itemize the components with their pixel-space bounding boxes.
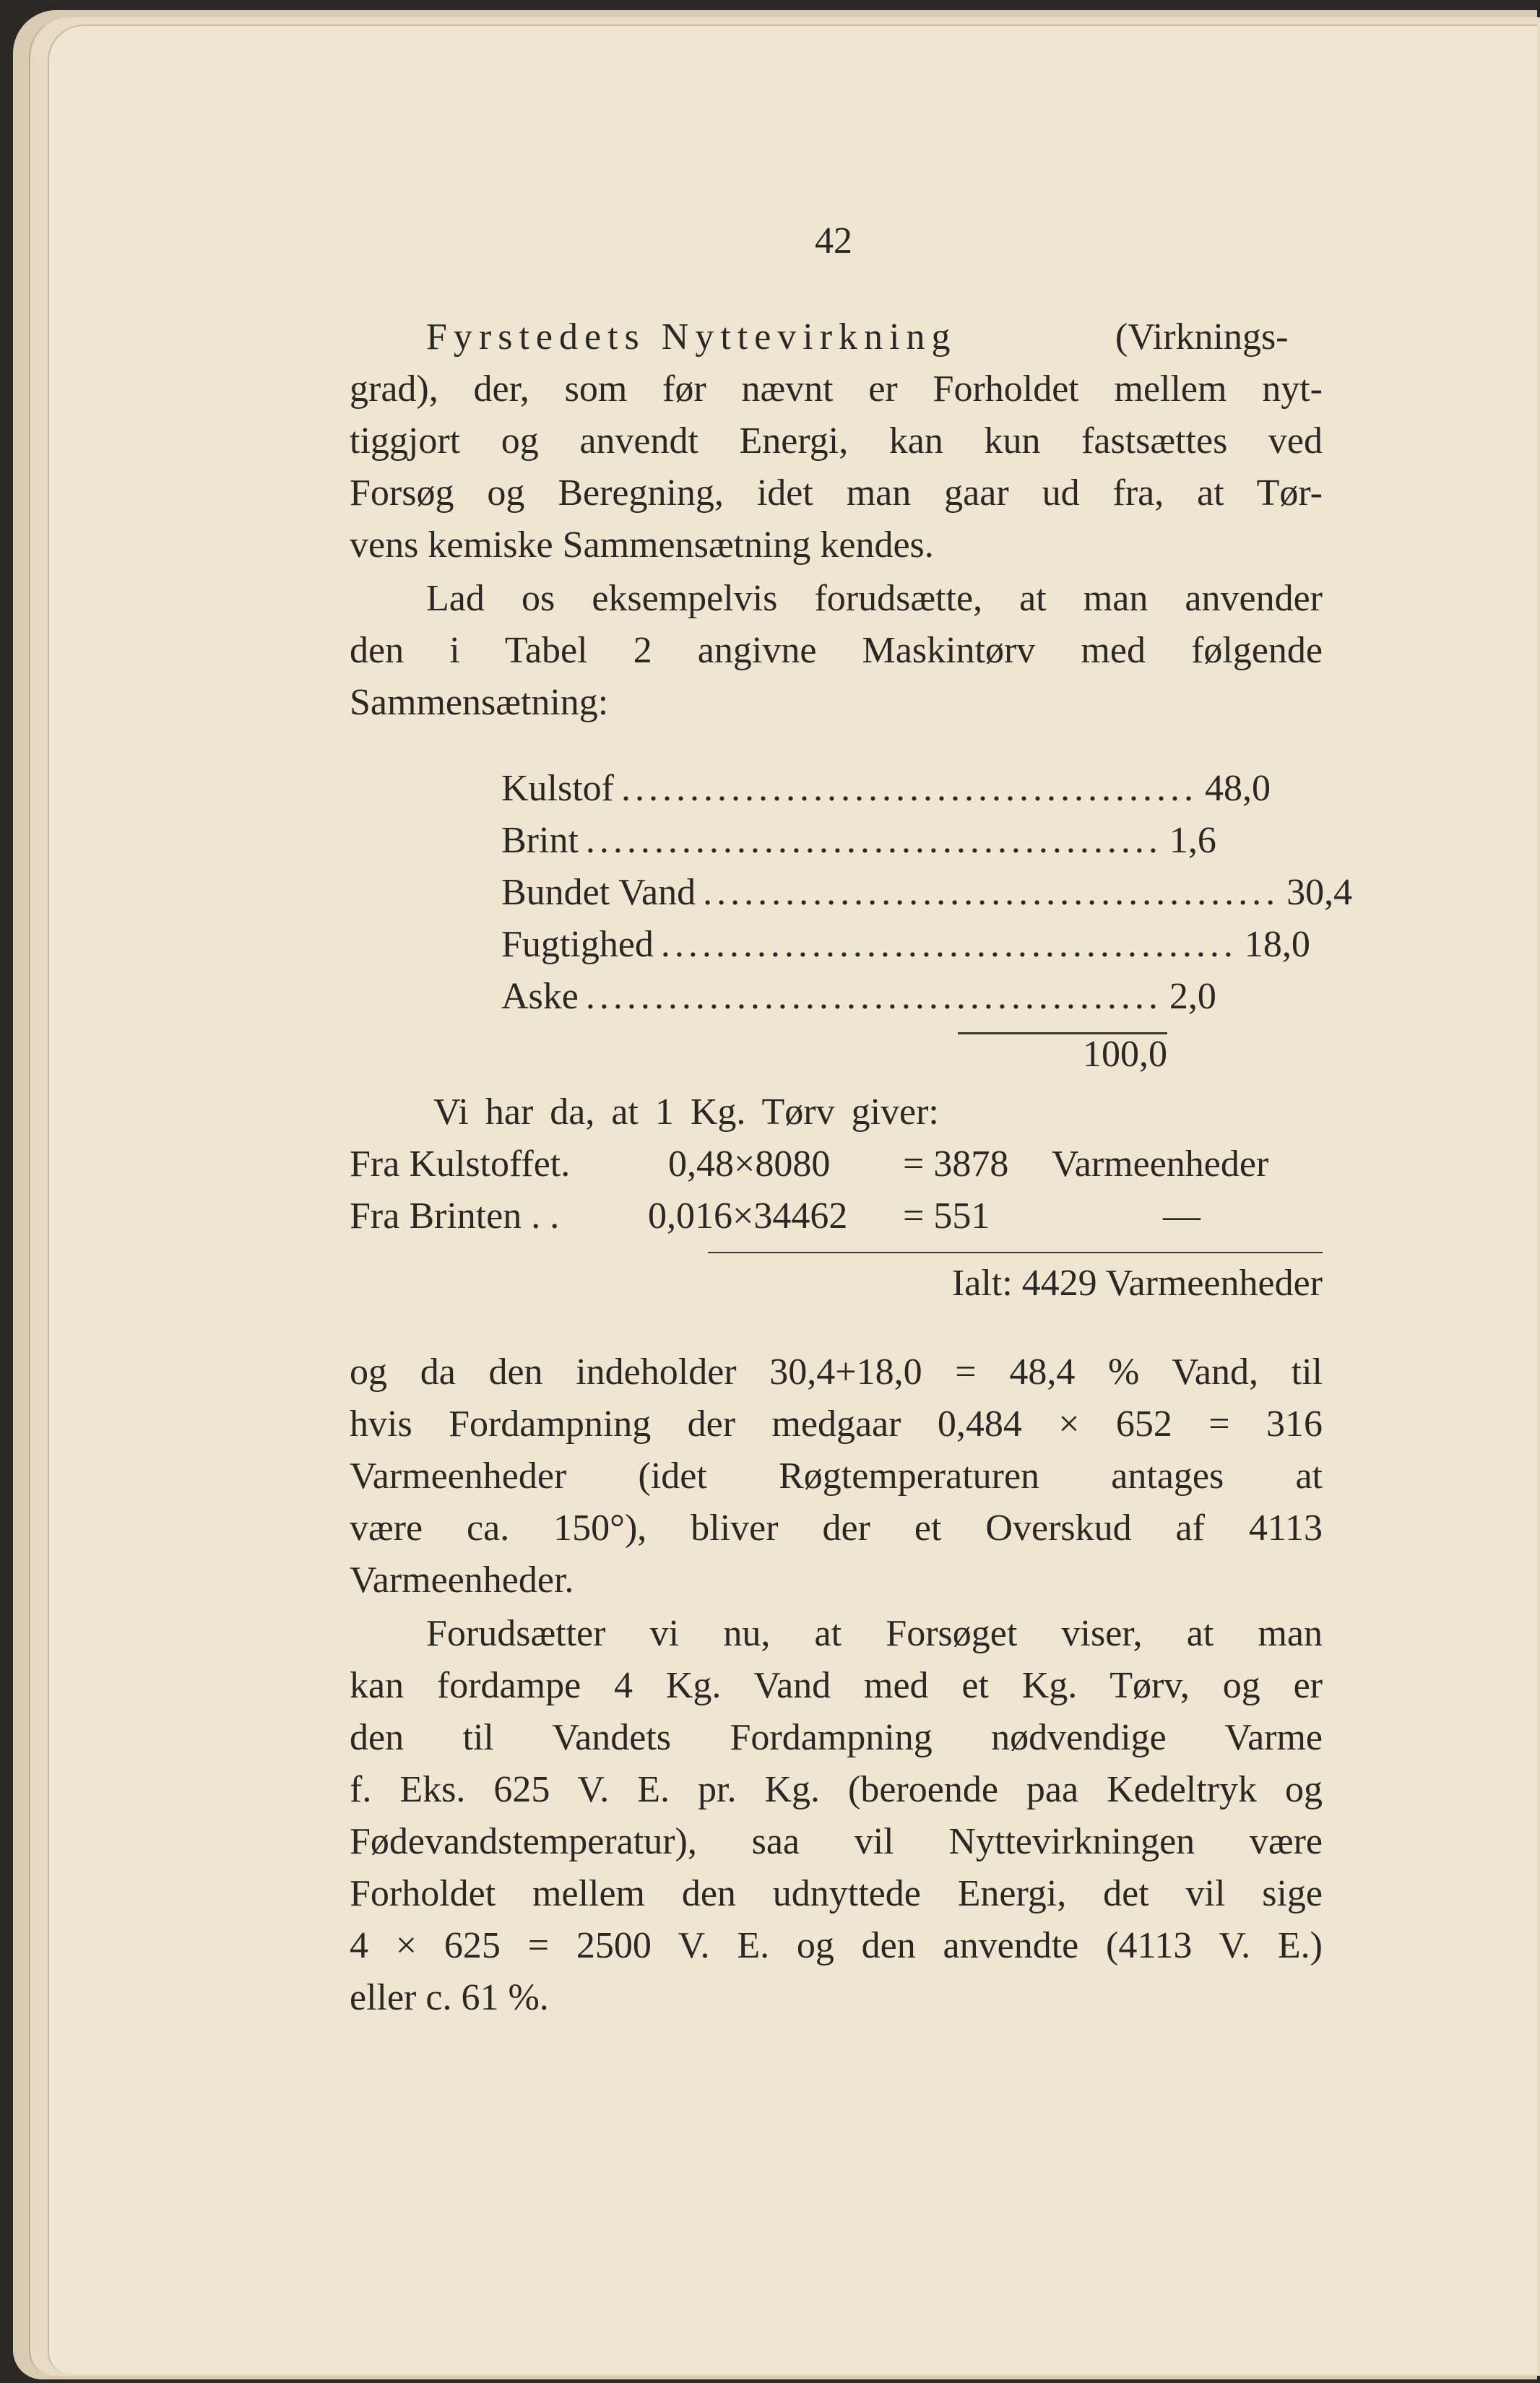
para2-line: den i Tabel 2 angivne Maskintørv med følgende (350, 630, 1323, 671)
para3-line: og da den indeholder 30,4+18,0 = 48,4 % Vand, til (350, 1351, 1323, 1393)
para4-line: eller c. 61 %. (350, 1977, 549, 2018)
calc-total: Ialt: 4429 Varmeenheder (951, 1263, 1323, 1304)
row-label: Fugtighed (501, 924, 654, 965)
row-label: Kulstof (501, 768, 614, 809)
page-number: 42 (815, 220, 852, 261)
calc-expr: 0,48×8080 (668, 1143, 831, 1185)
row-label: Brint (501, 820, 579, 861)
para2-line: Lad os eksempelvis forudsætte, at man anvender (426, 578, 1323, 619)
row-value: 30,4 (1286, 872, 1353, 913)
row-value: 48,0 (1205, 768, 1271, 809)
para4-line: 4 × 625 = 2500 V. E. og den anvendte (4113 V. E.) (350, 1925, 1323, 1966)
leader-dots: .......................................... (585, 820, 1162, 861)
para1-line: (Virknings- (1115, 316, 1289, 358)
para4-line: f. Eks. 625 V. E. pr. Kg. (beroende paa Kedeltryk og (350, 1769, 1323, 1810)
para3-line: hvis Fordampning der medgaar 0,484 × 652 = 316 (350, 1404, 1323, 1445)
leader-dots: .......................................... (660, 924, 1237, 965)
row-label: Aske (501, 976, 579, 1017)
row-label: Bundet Vand (501, 872, 696, 913)
para3-line: være ca. 150°), bliver der et Overskud af 4113 (350, 1508, 1323, 1549)
para1-line: Forsøg og Beregning, idet man gaar ud fra, at Tør- (350, 472, 1323, 514)
composition-row (501, 819, 1216, 862)
para1-line: tiggjort og anvendt Energi, kan kun fastsættes ved (350, 420, 1323, 462)
para1-lead (426, 316, 957, 359)
composition-row (501, 923, 1310, 966)
para3-line: Varmeenheder (idet Røgtemperaturen antages at (350, 1456, 1323, 1497)
para1-lead-text: Fyrstedets Nyttevirkning (426, 316, 957, 358)
leader-dots: .......................................... (703, 872, 1280, 913)
row-value: 1,6 (1169, 820, 1216, 861)
para4-line: kan fordampe 4 Kg. Vand med et Kg. Tørv, og er (350, 1665, 1323, 1706)
calc-label: Fra Kulstoffet. (350, 1143, 571, 1185)
calc-unit: Varmeenheder (1052, 1143, 1269, 1185)
row-value: 18,0 (1244, 924, 1310, 965)
calc-intro: Vi har da, at 1 Kg. Tørv giver: (433, 1091, 939, 1133)
para1-line: grad), der, som før nævnt er Forholdet mellem nyt- (350, 368, 1323, 410)
calc-result: = 551 (903, 1195, 990, 1237)
para2-line: Sammensætning: (350, 682, 609, 723)
para3-line: Varmeenheder. (350, 1560, 574, 1601)
row-value: 2,0 (1169, 976, 1216, 1017)
calc-result: = 3878 (903, 1143, 1009, 1185)
para4-line: den til Vandets Fordampning nødvendige Varme (350, 1717, 1323, 1758)
composition-row (501, 767, 1271, 810)
para4-line: Forudsætter vi nu, at Forsøget viser, at man (426, 1613, 1323, 1654)
calc-unit: — (1163, 1195, 1201, 1237)
para4-line: Forholdet mellem den udnyttede Energi, det vil sige (350, 1873, 1323, 1914)
calc-expr: 0,016×34462 (648, 1195, 848, 1237)
leader-dots: .......................................... (585, 976, 1162, 1017)
para1-line: vens kemiske Sammensætning kendes. (350, 524, 934, 566)
composition-row (501, 975, 1216, 1018)
para4-line: Fødevandstemperatur), saa vil Nyttevirkningen være (350, 1821, 1323, 1862)
sum-rule (708, 1252, 1323, 1253)
leader-dots: .......................................... (621, 768, 1198, 809)
calc-label: Fra Brinten . . (350, 1195, 560, 1237)
composition-total: 100,0 (1083, 1034, 1167, 1075)
composition-row (501, 871, 1353, 914)
